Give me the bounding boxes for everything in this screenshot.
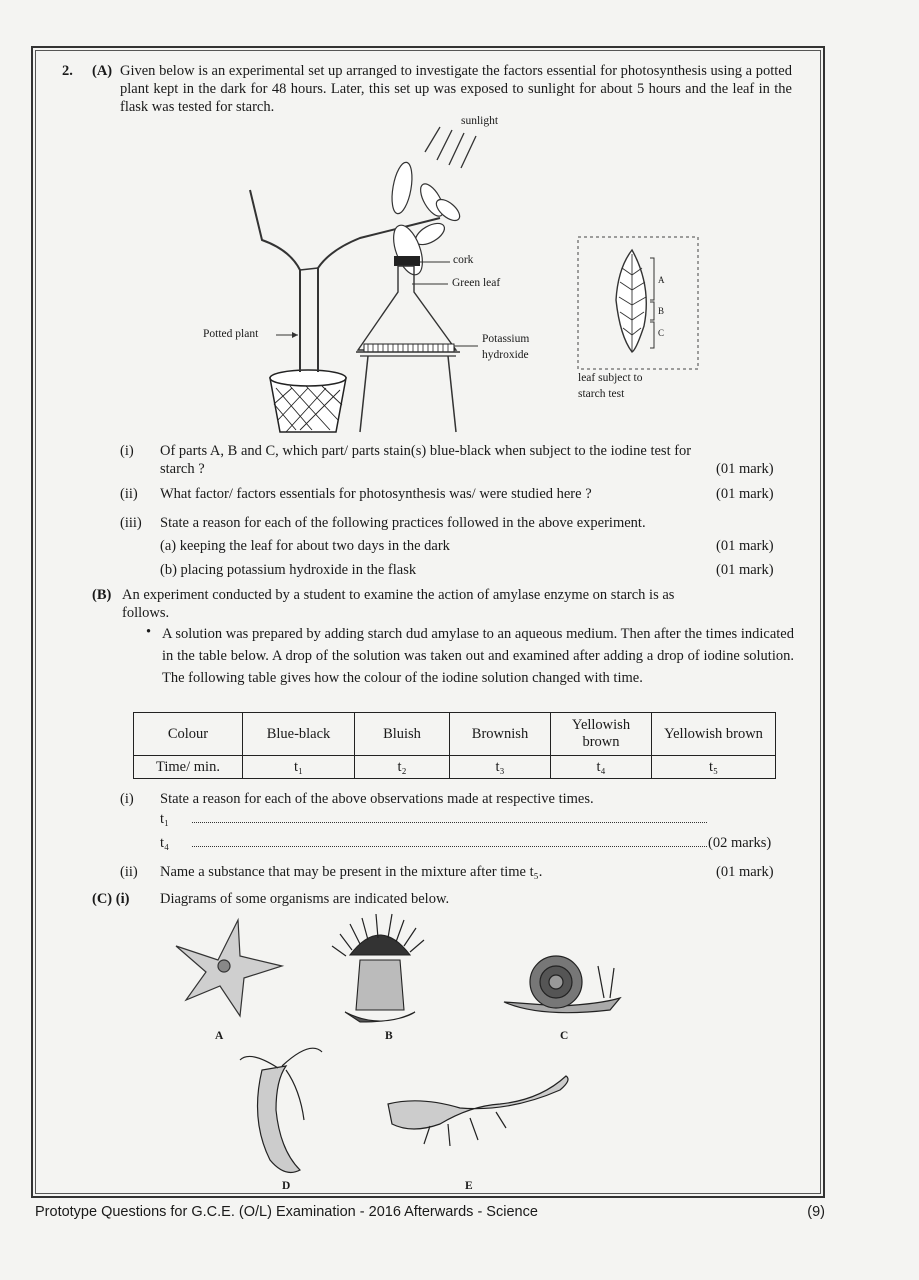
label-hydroxide: hydroxide: [482, 349, 529, 361]
table-header-colour: Colour: [134, 713, 243, 756]
part-b-label: (B): [92, 587, 112, 603]
b-q1-number: (i): [120, 791, 134, 807]
prawn-drawing: [240, 1048, 322, 1172]
part-b-line1: An experiment conducted by a student to examine the action of amylase enzyme on starch is as: [122, 587, 675, 603]
a-q1-mark: (01 mark): [716, 461, 774, 477]
footer-title: Prototype Questions for G.C.E. (O/L) Examination - 2016 Afterwards - Science: [35, 1204, 538, 1220]
label-sunlight: sunlight: [461, 115, 499, 127]
b-q1-text: State a reason for each of the above observations made at respective times.: [160, 791, 594, 807]
label-potted-plant: Potted plant: [203, 328, 259, 340]
label-part-a: A: [658, 275, 665, 285]
label-leaf-caption-1: leaf subject to: [578, 372, 643, 384]
a-q2-text: What factor/ factors essentials for photosynthesis was/ were studied here ?: [160, 486, 592, 502]
part-a-intro: Given below is an experimental set up arranged to investigate the factors essential for photosynthesis using a potted plant kept in the dark for 48 hours. Later, this set up was exposed to sunlight for about 5 hours and the leaf in the flask was tested for starch.: [120, 63, 792, 115]
a-q1-line2: starch ?: [160, 461, 205, 477]
label-potassium: Potassium: [482, 333, 530, 345]
table-cell-time-3: t₃: [450, 756, 551, 779]
snail-drawing: [504, 956, 620, 1013]
a-q2-mark: (01 mark): [716, 486, 774, 502]
label-part-b: B: [658, 306, 665, 316]
a-q2-number: (ii): [120, 486, 138, 502]
a-q3-number: (iii): [120, 515, 142, 531]
b-q2-mark: (01 mark): [716, 864, 774, 880]
a-q1-number: (i): [120, 443, 134, 459]
organism-label-a: A: [215, 1030, 224, 1042]
b-t1-label: t₁: [160, 811, 170, 827]
table-cell-colour-5: Yellowish brown: [652, 713, 776, 756]
page-number: (9): [807, 1204, 825, 1220]
b-q2-text: Name a substance that may be present in the mixture after time t₅.: [160, 864, 543, 880]
table-cell-colour-3: Brownish: [450, 713, 551, 756]
bullet: •: [146, 624, 152, 640]
sea-anemone-drawing: [332, 914, 424, 1022]
organism-label-d: D: [282, 1180, 291, 1192]
table-cell-colour-4: Yellowish brown: [551, 713, 652, 756]
part-b-line2: follows.: [122, 605, 170, 621]
part-c-label: (C) (i): [92, 891, 130, 907]
starfish-drawing: [176, 920, 282, 1016]
b-q2-number: (ii): [120, 864, 138, 880]
table-cell-time-5: t₅: [652, 756, 776, 779]
label-cork: cork: [453, 254, 474, 266]
b-q1-mark: (02 marks): [708, 835, 772, 851]
organism-label-e: E: [465, 1180, 473, 1192]
a-q3a-text: (a) keeping the leaf for about two days in the dark: [160, 538, 450, 554]
question-number: 2.: [62, 63, 73, 79]
table-cell-time-4: t₄: [551, 756, 652, 779]
a-q3a-mark: (01 mark): [716, 538, 774, 554]
table-cell-time-2: t₂: [355, 756, 450, 779]
part-b-procedure: A solution was prepared by adding starch dud amylase to an aqueous medium. Then after the times indicated in the table below. A drop of the solution was taken out and examined after adding a drop of iodine solution. The following table gives how the colour of the iodine solution changed with time.: [162, 626, 794, 686]
part-c-text: Diagrams of some organisms are indicated below.: [160, 891, 450, 907]
label-leaf-caption-2: starch test: [578, 388, 625, 400]
label-part-c: C: [658, 328, 665, 338]
b-t4-label: t₄: [160, 835, 170, 851]
a-q3b-mark: (01 mark): [716, 562, 774, 578]
a-q3b-text: (b) placing potassium hydroxide in the flask: [160, 562, 417, 578]
organism-label-c: C: [560, 1030, 569, 1042]
a-q1-line1: Of parts A, B and C, which part/ parts stain(s) blue-black when subject to the iodine test for: [160, 443, 692, 459]
table-header-time: Time/ min.: [134, 756, 243, 779]
part-a-label: (A): [92, 63, 113, 79]
crocodile-drawing: [388, 1076, 568, 1146]
table-cell-colour-1: Blue-black: [243, 713, 355, 756]
table-cell-time-1: t₁: [243, 756, 355, 779]
organism-label-b: B: [385, 1030, 393, 1042]
table-cell-colour-2: Bluish: [355, 713, 450, 756]
a-q3-text: State a reason for each of the following practices followed in the above experiment.: [160, 515, 646, 531]
page-footer: [35, 1204, 825, 1220]
label-green-leaf: Green leaf: [452, 277, 501, 289]
